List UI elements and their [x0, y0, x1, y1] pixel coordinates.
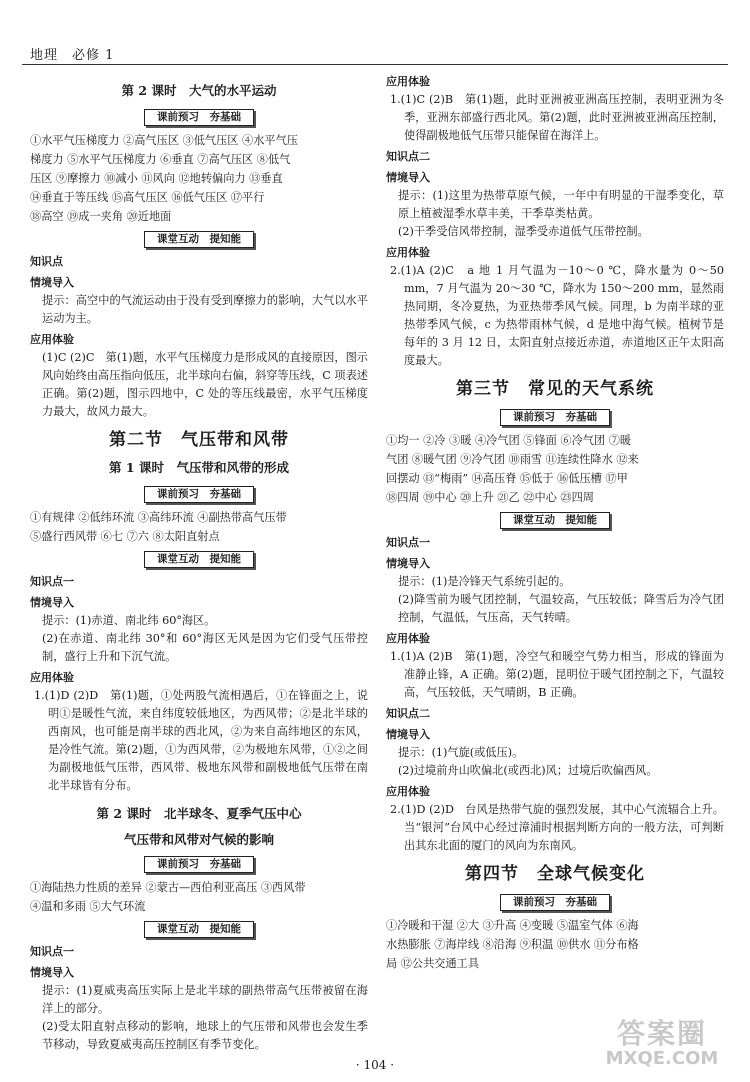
knowledge-heading: 知识点一 — [386, 536, 430, 549]
apply-text: 2.(1)A (2)C a 地 1 月气温为－10～0 ℃，降水量为 0～50 mm，7 月气温为 20～30 ℃，降水为 150～200 mm，显然雨热同期，冬冷夏热，为亚热带季风气候。同理，b 为南半球的亚热带季风气候，c 为热带雨林气候，d 是地中海气候。植树节是每年的 3 月 12 日，太阳直射点接近赤道，赤道地区正午太阳高度最大。 — [390, 264, 724, 367]
answer-line: ①海陆热力性质的差异 ②蒙古—西伯利亚高压 ③西风带 — [30, 881, 306, 894]
lesson-subtitle: 气压带和风带对气候的影响 — [123, 832, 274, 847]
knowledge-heading: 知识点二 — [386, 707, 430, 720]
apply-heading: 应用体验 — [30, 333, 74, 346]
section-title: 第四节 全球气候变化 — [465, 864, 645, 884]
apply-text: (1)C (2)C 第(1)题，水平气压梯度力是形成风的直接原因，图示风向始终由高压指向低压，北半球向右偏，斜穿等压线，C 项表述正确。第(2)题，图示四地中，C 处的等压线最密，水平气压梯度力最大，故风力最大。 — [42, 351, 368, 418]
right-column — [386, 70, 724, 973]
watermark — [592, 1012, 732, 1074]
classroom-badge: 课堂互动 提知能 — [144, 921, 254, 938]
pre-study-badge: 课前预习 夯基础 — [144, 109, 254, 126]
classroom-badge: 课堂互动 提知能 — [500, 512, 610, 529]
answer-line: 回摆动 ⑬“梅雨” ⑭高压脊 ⑮低于 ⑯低压槽 ⑰甲 — [386, 472, 628, 485]
watermark-url: MXQE.COM — [605, 1048, 719, 1069]
situation-text: 提示：(1)是冷锋天气系统引起的。 — [398, 575, 571, 588]
situation-heading: 情境导入 — [30, 276, 74, 289]
answer-line: ①均一 ②冷 ③暖 ④冷气团 ⑤锋面 ⑥冷气团 ⑦暖 — [386, 434, 632, 447]
apply-heading: 应用体验 — [30, 671, 74, 684]
knowledge-heading: 知识点一 — [30, 575, 74, 588]
pre-study-badge: 课前预习 夯基础 — [144, 486, 254, 503]
knowledge-heading: 知识点 — [30, 255, 63, 268]
situation-heading: 情境导入 — [386, 171, 430, 184]
answer-line: ⑱高空 ⑲成一夹角 ⑳近地面 — [30, 210, 172, 223]
apply-text: 1.(1)D (2)D 第(1)题，①处两股气流相遇后，①在锋面之上，说明①是暖性气流，来自纬度较低地区，为西风带；②是北半球的西南风，也可能是南半球的西北风，②为来自高纬地区的东风，是冷性气流。第(2)题，①为西风带，②为极地东风带，①②之间为副极地低气压带，西风带、极地东风带和副极地低气压带在南北半球皆有分布。 — [34, 689, 368, 792]
situation-text: (2)降雪前为暖气团控制，气温较高，气压较低；降雪后为冷气团控制，气温低，气压高，天气转晴。 — [398, 593, 724, 624]
lesson-title: 第 2 课时 大气的水平运动 — [121, 83, 277, 98]
pre-study-badge: 课前预习 夯基础 — [144, 856, 254, 873]
answer-line: 水热膨胀 ⑦海岸线 ⑧沿海 ⑨积温 ⑩供水 ⑪分布格 — [386, 938, 639, 951]
situation-text: 提示：高空中的气流运动由于没有受到摩擦力的影响，大气以水平运动为主。 — [42, 294, 368, 325]
situation-text: 提示：(1)气旋(或低压)。 — [398, 746, 524, 759]
situation-text: 提示：(1)这里为热带草原气候，一年中有明显的干湿季变化，草原上植被湿季水草丰美，干季草类枯黄。 — [398, 189, 724, 220]
apply-heading: 应用体验 — [386, 246, 430, 259]
answer-line: 梯度力 ⑤水平气压梯度力 ⑥垂直 ⑦高气压区 ⑧低气 — [30, 153, 291, 166]
situation-text: 提示：(1)赤道、南北纬 60°海区。 — [42, 614, 216, 627]
lesson-title: 第 2 课时 北半球冬、夏季气压中心 — [96, 806, 302, 821]
situation-text: (2)在赤道、南北纬 30°和 60°海区无风是因为它们受气压带控制，盛行上升和下沉气流。 — [42, 632, 368, 663]
situation-text: (2)过境前舟山吹偏北(或西北)风；过境后吹偏西风。 — [398, 764, 658, 777]
answer-line: ⑭垂直于等压线 ⑮高气压区 ⑯低气压区 ⑰平行 — [30, 191, 265, 204]
apply-heading: 应用体验 — [386, 75, 430, 88]
page-header: 地理 必修 1 — [30, 48, 115, 63]
apply-heading: 应用体验 — [386, 632, 430, 645]
classroom-badge: 课堂互动 提知能 — [144, 231, 254, 248]
answer-line: 气团 ⑧暖气团 ⑨冷气团 ⑩雨雪 ⑪连续性降水 ⑫来 — [386, 453, 639, 466]
answer-line: ⑤盛行西风带 ⑥七 ⑦六 ⑧太阳直射点 — [30, 530, 220, 543]
answer-line: ④温和多雨 ⑤大气环流 — [30, 900, 146, 913]
lesson-title: 第 1 课时 气压带和风带的形成 — [109, 460, 289, 475]
situation-text: (2)干季受信风带控制，湿季受赤道低气压带控制。 — [398, 225, 649, 238]
pre-study-badge: 课前预习 夯基础 — [500, 409, 610, 426]
situation-text: 提示：(1)夏威夷高压实际上是北半球的副热带高气压带被留在海洋上的部分。 — [42, 984, 368, 1015]
answer-line: 局 ⑫公共交通工具 — [386, 957, 480, 970]
header-divider — [22, 64, 728, 65]
watermark-logo: 答案圈 — [616, 1017, 707, 1050]
situation-heading: 情境导入 — [386, 557, 430, 570]
situation-heading: 情境导入 — [386, 728, 430, 741]
situation-heading: 情境导入 — [30, 596, 74, 609]
apply-text: 1.(1)A (2)B 第(1)题，冷空气和暖空气势力相当，形成的锋面为准静止锋，A 正确。第(2)题，昆明位于暖气团控制之下，气温较高，气压较低，天气晴朗，B 正确。 — [390, 650, 724, 699]
answer-line: ①冷暖和干湿 ②大 ③升高 ④变暖 ⑤温室气体 ⑥海 — [386, 919, 639, 932]
answer-line: 压区 ⑨摩擦力 ⑩减小 ⑪风向 ⑫地转偏向力 ⑬垂直 — [30, 172, 283, 185]
page-number: · 104 · — [355, 1058, 395, 1072]
situation-heading: 情境导入 — [30, 966, 74, 979]
pre-study-badge: 课前预习 夯基础 — [500, 894, 610, 911]
apply-text: 1.(1)C (2)B 第(1)题，此时亚洲被亚洲高压控制，表明亚洲为冬季，亚洲东部盛行西北风。第(2)题，此时亚洲被亚洲高压控制，使得副极地低气压带只能保留在海洋上。 — [390, 93, 724, 142]
section-title: 第二节 气压带和风带 — [109, 430, 289, 450]
answer-line: ①水平气压梯度力 ②高气压区 ③低气压区 ④水平气压 — [30, 134, 298, 147]
answer-line: ①有规律 ②低纬环流 ③高纬环流 ④副热带高气压带 — [30, 511, 287, 524]
apply-heading: 应用体验 — [386, 785, 430, 798]
answer-line: ⑱四周 ⑲中心 ⑳上升 ㉑乙 ㉒中心 ㉓四周 — [386, 491, 594, 504]
classroom-badge: 课堂互动 提知能 — [144, 551, 254, 568]
knowledge-heading: 知识点二 — [386, 150, 430, 163]
knowledge-heading: 知识点一 — [30, 945, 74, 958]
situation-text: (2)受太阳直射点移动的影响，地球上的气压带和风带也会发生季节移动，导致夏威夷高压控制区有季节变化。 — [42, 1020, 368, 1051]
section-title: 第三节 常见的天气系统 — [456, 379, 654, 399]
apply-text: 2.(1)D (2)D 台风是热带气旋的强烈发展，其中心气流辐合上升。当“银河”台风中心经过漳浦时根据判断方向的一般方法，可判断出其东北面的厦门的风向为东南风。 — [390, 803, 724, 852]
left-column — [30, 70, 368, 1054]
